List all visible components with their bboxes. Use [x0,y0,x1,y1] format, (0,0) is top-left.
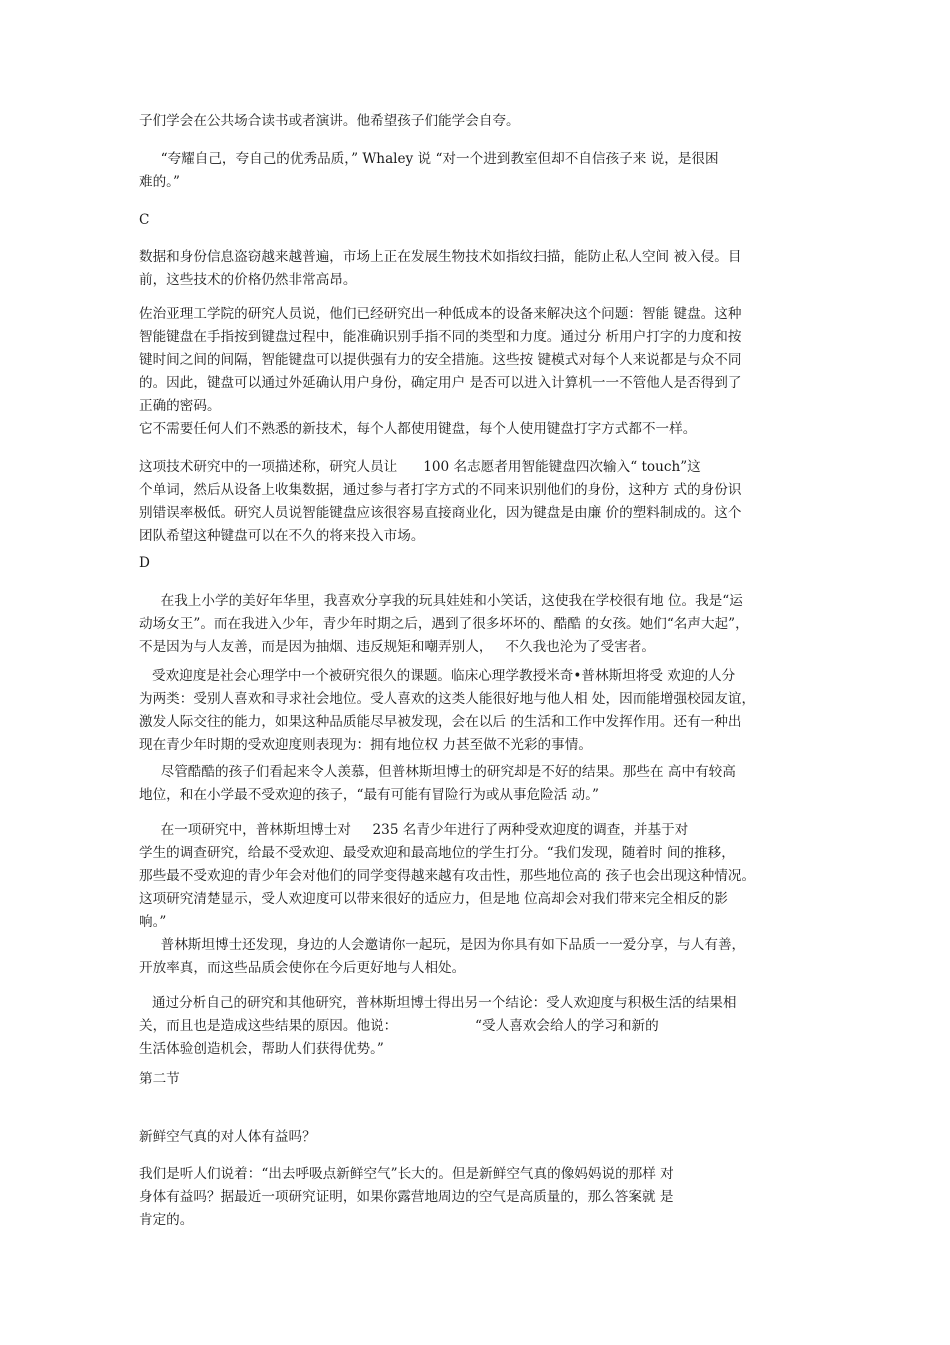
text-line: 在我上小学的美好年华里，我喜欢分享我的玩具娃娃和小笑话，这使我在学校很有地 位。我是“运 [139,593,743,609]
paragraph-conclusion [139,992,804,1061]
text-line: 开放率真，而这些品质会使你在今后更好地与人相处。 [139,960,466,976]
text-line: 受欢迎度是社会心理学中一个被研究很久的课题。临床心理学教授米奇•普林斯坦将受 欢迎的人分 [139,668,736,684]
paragraph-primary-school [139,590,804,659]
text-line: 新鲜空气真的对人体有益吗？ [139,1129,316,1145]
text-line: 佐治亚理工学院的研究人员说，他们已经研究出一种低成本的设备来解决这个问题：智能 键盘。这种 [139,306,742,322]
text-line: 肯定的。 [139,1212,194,1228]
text-line: 身体有益吗？据最近一项研究证明，如果你露营地周边的空气是高质量的，那么答案就 是 [139,1189,674,1205]
text-line: 前，这些技术的价格仍然非常高昂。 [139,272,357,288]
text-line: 难的。” [139,174,180,190]
text-line: 正确的密码。 [139,398,221,414]
text-line: 响。” [139,914,167,930]
paragraph-popularity-types [139,665,804,757]
text-line: 子们学会在公共场合读书或者演讲。他希望孩子们能学会自夸。 [139,113,520,129]
text-line: 普林斯坦博士还发现，身边的人会邀请你一起玩，是因为你具有如下品质一一爱分享，与人有善， [139,937,746,953]
paragraph-qualities [139,934,804,980]
text-line: 通过分析自己的研究和其他研究，普林斯坦博士得出另一个结论：受人欢迎度与积极生活的结果相 [139,995,737,1011]
paragraph-cool-kids [139,761,804,807]
text-line: 键时间之间的间隔，智能键盘可以提供强有力的安全措施。这些按 键模式对每个人来说都是与众不同 [139,352,742,368]
section-heading-part-two [139,1068,804,1091]
text-line: 学生的调查研究，给最不受欢迎、最受欢迎和最高地位的学生打分。“我们发现，随着时 间的推移， [139,845,735,861]
text-line: 尽管酷酷的孩子们看起来令人羡慕，但普林斯坦博士的研究却是不好的结果。那些在 高中有较高 [139,764,736,780]
text-line: 关，而且也是造成这些结果的原因。他说： “受人喜欢会给人的学习和新的 [139,1018,659,1034]
article-title [139,1126,804,1149]
text-line: 它不需要任何人们不熟悉的新技术，每个人都使用键盘，每个人使用键盘打字方式都不一样。 [139,421,697,437]
text-line: 团队希望这种键盘可以在不久的将来投入市场。 [139,528,425,544]
text-line: 第二节 [139,1071,180,1087]
text-line: 为两类：受别人喜欢和寻求社会地位。受人喜欢的这类人能很好地与他人相 处，因而能增强校园友谊， [139,691,756,707]
text-line: 在一项研究中，普林斯坦博士对 235 名青少年进行了两种受欢迎度的调查，并基于对 [139,822,689,838]
paragraph-intro-end [139,110,804,133]
section-heading-c [139,209,804,232]
text-line: 个单词，然后从设备上收集数据，通过参与者打字方式的不同来识别他们的身份，这种方 式的身份识 [139,482,742,498]
paragraph-fresh-air [139,1163,804,1232]
text-line: 不是因为与人友善，而是因为抽烟、违反规矩和嘲弄别人， 不久我也沦为了受害者。 [139,639,655,655]
paragraph-biometrics [139,246,804,292]
text-line: 的。因此，键盘可以通过外延确认用户身份，确定用户 是否可以进入计算机一一不管他人是否得到了 [139,375,742,391]
section-heading-d [139,552,804,575]
text-line: 地位，和在小学最不受欢迎的孩子，“最有可能有冒险行为或从事危险活 动。” [139,787,600,803]
text-line: D [139,555,150,571]
text-line: 别错误率极低。研究人员说智能键盘应该很容易直接商业化，因为键盘是由廉 价的塑料制成的。这个 [139,505,742,521]
text-line: 激发人际交往的能力，如果这种品质能尽早被发现，会在以后 的生活和工作中发挥作用。还有一种出 [139,714,742,730]
paragraph-smart-keyboard [139,303,804,418]
paragraph-whaley-quote [139,148,804,194]
text-line: 生活体验创造机会，帮助人们获得优势。” [139,1041,384,1057]
text-line: 现在青少年时期的受欢迎度则表现为：拥有地位权 力甚至做不光彩的事情。 [139,737,592,753]
text-line: 智能键盘在手指按到键盘过程中，能准确识别手指不同的类型和力度。通过分 析用户打字的力度和按 [139,329,742,345]
text-line: 这项研究清楚显示，受人欢迎度可以带来很好的适应力，但是地 位高却会对我们带来完全相反的影 [139,891,728,907]
text-line: “夸耀自己，夸自己的优秀品质，” Whaley 说 “对一个进到教室但却不自信孩子来 说，是很困 [139,151,719,167]
text-line: 那些最不受欢迎的青少年会对他们的同学变得越来越有攻击性，那些地位高的 孩子也会出现这种情况。 [139,868,756,884]
text-line: C [139,212,150,228]
text-line: 这项技术研究中的一项描述称，研究人员让 100 名志愿者用智能键盘四次输入“ touch”这 [139,459,701,475]
paragraph-235-study [139,819,804,934]
text-line: 我们是听人们说着：“出去呼吸点新鲜空气”长大的。但是新鲜空气真的像妈妈说的那样 对 [139,1166,674,1182]
paragraph-touch-study [139,456,804,548]
paragraph-no-new-tech [139,418,804,441]
text-line: 动场女王”。而在我进入少年，青少年时期之后，遇到了很多坏坏的、酷酷 的女孩。她们“名声大起”， [139,616,749,632]
text-line: 数据和身份信息盗窃越来越普遍，市场上正在发展生物技术如指纹扫描，能防止私人空间 被入侵。目 [139,249,742,265]
